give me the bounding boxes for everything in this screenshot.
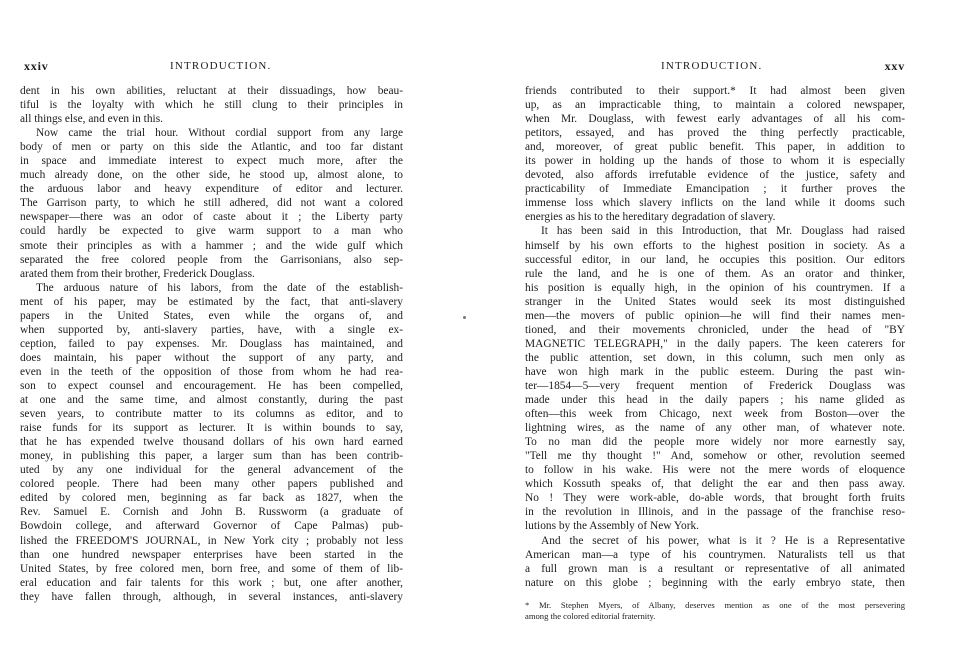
text-line: does maintain, his paper without the support of any party, and: [20, 351, 403, 364]
text-line: its power in holding up the hands of those to whom it is especially: [525, 155, 905, 168]
text-line: seven years, to contribute matter to its columns as editor, and to: [20, 408, 403, 421]
text-line: tiful is the loyalty with which he still clung to their principles in: [20, 99, 403, 112]
text-line: friends contributed to their support.* It had almost been given: [525, 85, 905, 97]
text-line: nature on this globe ; beginning with the early embryo state, then: [525, 576, 905, 589]
text-line: have won high mark in the public esteem. During the past win-: [525, 365, 905, 378]
text-line: energies as his to the hereditary degradation of slavery.: [525, 211, 776, 224]
text-line: himself by his own efforts to the highest position in society. As a: [525, 239, 905, 252]
text-line: lightning wires, as the name of any other man, of whatever note.: [525, 422, 905, 435]
text-line: ment of his paper, may be estimated by the fact, that anti-slavery: [20, 295, 403, 308]
left-page-number: xxiv: [24, 59, 49, 73]
text-line: money, in publishing this paper, a larger sum than has been contrib-: [20, 450, 403, 463]
text-line: his position is equally high, in the opinion of his countrymen. If a: [525, 281, 905, 294]
text-line: eral education and fair talents for this work ; but, one after another,: [20, 576, 403, 589]
text-line: To no man did the people more widely nor more earnestly say,: [525, 436, 905, 449]
text-line: MAGNETIC TELEGRAPH," in the daily papers. The keen caterers for: [525, 337, 905, 350]
text-line: Bowdoin college, and afterward Governor of Cape Palmas) pub-: [20, 520, 403, 533]
left-page-header: [20, 60, 403, 74]
text-line: colored people. There had been many other papers published and: [20, 478, 403, 491]
text-line: made under this head in the daily papers ; his name glided as: [525, 394, 905, 407]
text-line: which Kossuth speaks of, that delight the ear and then pass away.: [525, 478, 905, 491]
text-line: smote their principles as with a hammer ; and the wide gulf which: [20, 239, 403, 252]
text-line: that he has expended twelve thousand dollars of his own hard earned: [20, 436, 403, 449]
text-line: up, as an impracticable thing, to maintain a colored newspaper,: [525, 99, 905, 112]
text-line: in space and immediate interest to expect much more, after the: [20, 155, 403, 168]
text-line: immense loss which slavery inflicts on the land while it dooms such: [525, 197, 905, 210]
text-line: arated them from their brother, Frederick Douglass.: [20, 267, 255, 280]
text-line: than one hundred newspaper enterprises have been started in the: [20, 548, 403, 561]
text-line: lutions by the Assembly of New York.: [525, 520, 700, 533]
text-line: often—this week from Chicago, next week from Boston—over the: [525, 408, 905, 421]
text-line: men—the movers of public opinion—he will find their names men-: [525, 309, 905, 322]
right-page-header: [525, 60, 905, 74]
text-line: to follow in his wake. His were not the mere words of eloquence: [525, 464, 905, 477]
text-line: could hardly be expected to give warm support to a man who: [20, 225, 403, 238]
text-line: And the secret of his power, what is it ? He is a Representative: [541, 534, 905, 547]
scan-speck: [463, 316, 466, 319]
text-line: son to expect counsel and encouragement. He has been compelled,: [20, 379, 403, 392]
text-line: American man—a type of his countrymen. Naturalists tell us that: [525, 548, 905, 561]
text-line: ception, failed to pay expenses. Mr. Douglass has maintained, and: [20, 337, 403, 350]
text-line: a full grown man is a resultant or representative of all animated: [525, 562, 905, 575]
text-line: Rev. Samuel E. Cornish and John B. Russworm (a graduate of: [20, 506, 403, 519]
text-line: successful editor, in our land, he occupies this position. Our editors: [525, 253, 905, 266]
text-line: The Garrison party, to which he still adhered, did not want a colored: [20, 197, 403, 210]
text-line: much already done, on the other side, he stood up, almost alone, to: [20, 169, 403, 182]
text-line: "Tell me thy thought !" And, somehow or other, revolution seemed: [525, 450, 905, 463]
text-line: tioned, and their movements chronicled, under the head of "BY: [525, 323, 905, 336]
text-line: petitors, essayed, and has proved the thing perfectly practicable,: [525, 127, 905, 140]
footnote: [525, 600, 905, 622]
text-line: separated the free colored people from the Garrisonians, also sep-: [20, 253, 403, 266]
text-line: they have fallen through, although, in several instances, anti-slavery: [20, 590, 403, 603]
text-line: stranger in the United States would seek its most distinguished: [525, 295, 905, 308]
left-running-title: INTRODUCTION.: [170, 60, 272, 72]
footnote-line: * Mr. Stephen Myers, of Albany, deserves mention as one of the most persevering: [525, 600, 905, 610]
text-line: even in the teeth of the opposition of those from whom he had rea-: [20, 365, 403, 378]
text-line: when supported by, anti-slavery parties, have, with a single ex-: [20, 323, 403, 336]
text-line: the public attention, set down, in this column, such men only as: [525, 351, 905, 364]
text-line: The arduous nature of his labors, from the date of the establish-: [36, 281, 403, 294]
text-line: devoted, also affords irrefutable evidence of the justice, safety and: [525, 169, 905, 182]
text-line: raise funds for its support as lecturer. It is within bounds to say,: [20, 422, 403, 435]
text-line: No ! They were work-able, do-able words, that brought forth fruits: [525, 492, 905, 505]
left-page-text: [20, 84, 403, 604]
text-line: all things else, and even in this.: [20, 113, 163, 126]
text-line: and, moreover, of great public benefit. This paper, in addition to: [525, 141, 905, 154]
text-line: at one and the same time, and almost constantly, during the past: [20, 394, 403, 407]
text-line: the arduous labor and heavy expenditure of editor and lecturer.: [20, 183, 403, 196]
right-running-title: INTRODUCTION.: [661, 60, 763, 72]
text-line: United States, by free colored men, born free, and some of them of lib-: [20, 562, 403, 575]
text-line: body of men or party on this side the Atlantic, and too far distant: [20, 141, 403, 154]
right-page-number: xxv: [884, 59, 905, 73]
text-line: practicability of Immediate Emancipation ; it further proves the: [525, 183, 905, 196]
right-page-text: [525, 84, 905, 590]
text-line: papers in the United States, even while the organs of, and: [20, 309, 403, 322]
text-line: dent in his own abilities, reluctant at their dissuadings, how beau-: [20, 85, 403, 97]
text-line: uted by any one individual for the general advancement of the: [20, 464, 403, 477]
text-line: ter—1854—5—very frequent mention of Frederick Douglass was: [525, 379, 905, 392]
text-line: in the revolution in Illinois, and in the passage of the franchise reso-: [525, 506, 905, 519]
text-line: when Mr. Douglass, with fewest early advantages of all his com-: [525, 113, 905, 126]
text-line: It has been said in this Introduction, that Mr. Douglass had raised: [541, 225, 905, 238]
footnote-line: among the colored editorial fraternity.: [525, 611, 656, 621]
text-line: edited by colored men, beginning as far back as 1827, when the: [20, 492, 403, 505]
text-line: Now came the trial hour. Without cordial support from any large: [36, 127, 403, 140]
text-line: lished the FREEDOM'S JOURNAL, in New York city ; probably not less: [20, 534, 403, 547]
text-line: newspaper—there was an odor of caste about it ; the Liberty party: [20, 211, 403, 224]
text-line: rule the land, and he is one of them. As an orator and thinker,: [525, 267, 905, 280]
